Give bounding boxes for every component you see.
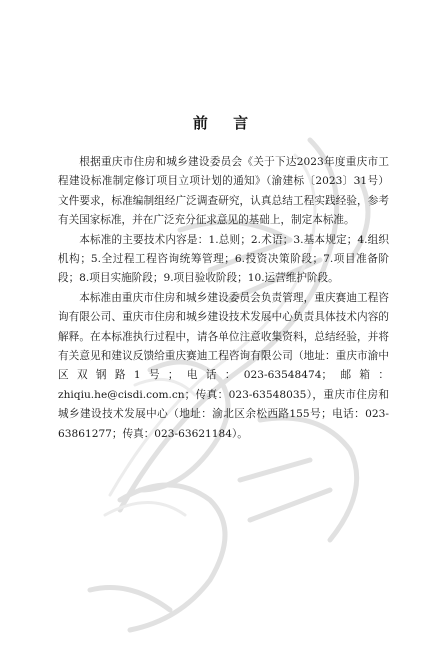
paragraph-management: 本标准由重庆市住房和城乡建设委员会负责管理，重庆赛迪工程咨询有限公司、重庆市住房和城乡建设技术发展中心负责具体技术内容的解释。在本标准执行过程中，请各单位注意收集资料，总结经验，并将有关意见和建议反馈给重庆赛迪工程咨询有限公司（地址：重庆市渝中区双钢路1号；电话：023-63548474；邮箱：zhiqiu.he@cisdi.com.cn；传真：023-63548035），重庆市住房和城乡建设技术发展中心（地址：渝北区余松西路155号；电话：023-63861277；传真：023-63621184）。: [58, 291, 389, 440]
paragraph-contents: 本标准的主要技术内容是：1.总则；2.术语；3.基本规定；4.组织机构；5.全过程工程咨询统筹管理；6.投资决策阶段；7.项目准备阶段；8.项目实施阶段；9.项目验收阶段；10.运营维护阶段。: [58, 233, 389, 285]
page-title: 前 言: [192, 114, 259, 132]
preface-body: [58, 153, 389, 444]
paragraph-basis: 根据重庆市住房和城乡建设委员会《关于下达2023年度重庆市工程建设标准制定修订项目立项计划的通知》（渝建标〔2023〕31号）文件要求，标准编制组经广泛调查研究，认真总结工程实践经验，参考有关国家标准，并在广泛充分征求意见的基础上，制定本标准。: [58, 156, 389, 227]
